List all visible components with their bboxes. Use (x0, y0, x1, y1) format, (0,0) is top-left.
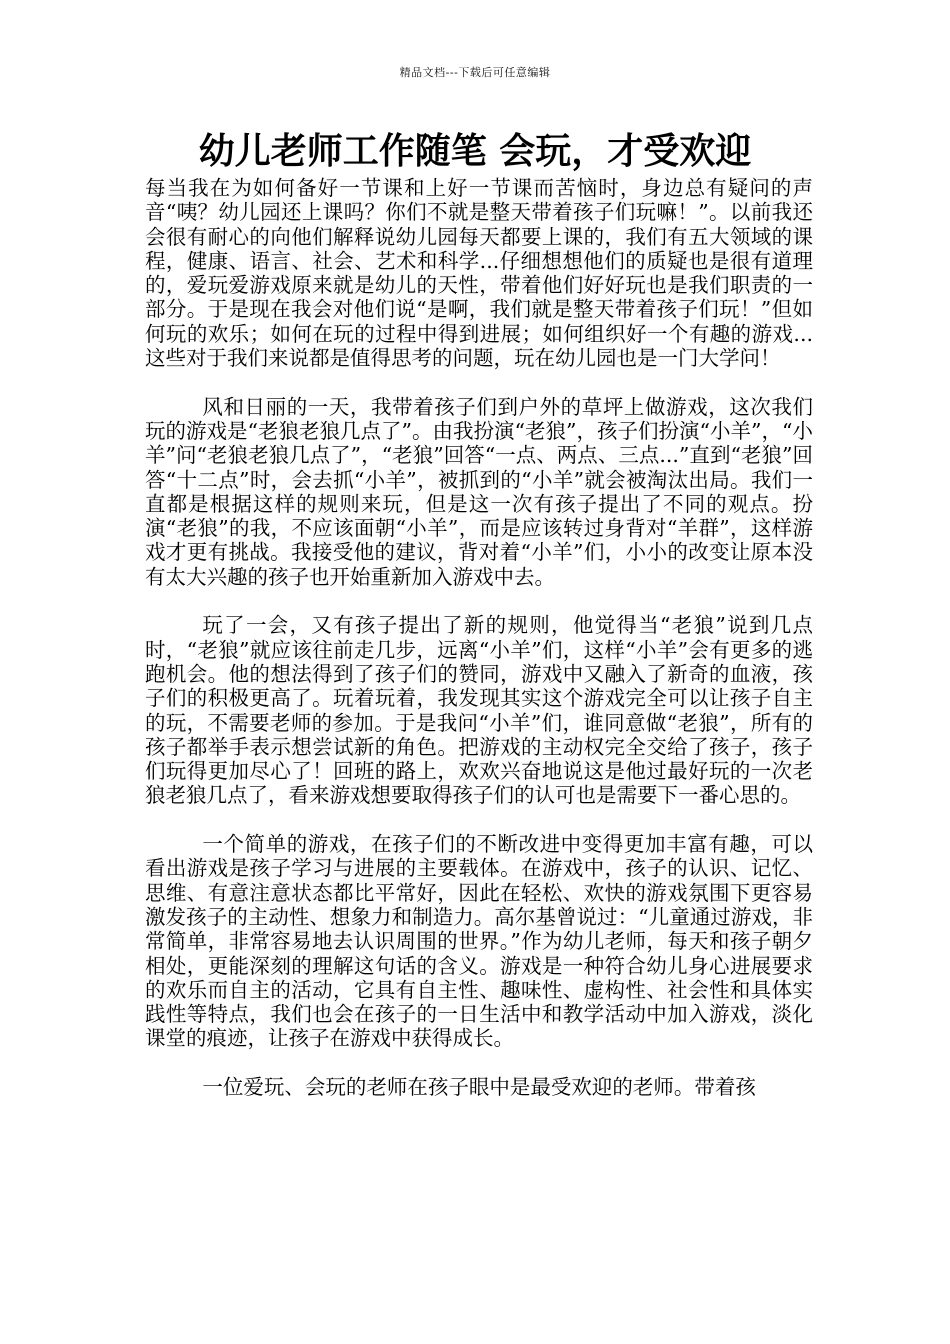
paragraph-spacer (145, 1051, 813, 1075)
paragraph-intro: 每当我在为如何备好一节课和上好一节课而苦恼时，身边总有疑问的声音“咦？幼儿园还上课吗？你们不就是整天带着孩子们玩嘛！”。以前我还会很有耐心的向他们解释说幼儿园每天都要上课的，我们有五大领域的课程，健康、语言、社会、艺术和科学...仔细想想他们的质疑也是很有道理的，爱玩爱游戏原来就是幼儿的天性，带着他们好好玩也是我们职责的一部分。于是现在我会对他们说“是啊，我们就是整天带着孩子们玩！”但如何玩的欢乐；如何在玩的过程中得到进展；如何组织好一个有趣的游戏...这些对于我们来说都是值得思考的问题，玩在幼儿园也是一门大学问！ (145, 176, 813, 371)
article-body (145, 176, 813, 1099)
paragraph-spacer (145, 370, 813, 394)
paragraph-new-rules: 玩了一会，又有孩子提出了新的规则，他觉得当“老狼”说到几点时，“老狼”就应该往前走几步，远离“小羊”们，这样“小羊”会有更多的逃跑机会。他的想法得到了孩子们的赞同，游戏中又融入了新奇的血液，孩子们的积极更高了。玩着玩着，我发现其实这个游戏完全可以让孩子自主的玩，不需要老师的参加。于是我问“小羊”们，谁同意做“老狼”，所有的孩子都举手表示想尝试新的角色。把游戏的主动权完全交给了孩子，孩子们玩得更加尽心了！回班的路上，欢欢兴奋地说这是他过最好玩的一次老狼老狼几点了，看来游戏想要取得孩子们的认可也是需要下一番心思的。 (145, 613, 813, 808)
paragraph-conclusion: 一位爱玩、会玩的老师在孩子眼中是最受欢迎的老师。带着孩 (202, 1074, 756, 1099)
header-note: 精品文档---下载后可任意编辑 (399, 66, 551, 79)
paragraph-game-story: 风和日丽的一天，我带着孩子们到户外的草坪上做游戏，这次我们玩的游戏是“老狼老狼几点了”。由我扮演“老狼”，孩子们扮演“小羊”，“小羊”问“老狼老狼几点了”，“老狼”回答“一点、两点、三点...”直到“老狼”回答“十二点”时，会去抓“小羊”，被抓到的“小羊”就会被淘汰出局。我们一直都是根据这样的规则来玩，但是这一次有孩子提出了不同的观点。扮演“老狼”的我，不应该面朝“小羊”，而是应该转过身背对“羊群”，这样游戏才更有挑战。我接受他的建议，背对着“小羊”们，小小的改变让原本没有太大兴趣的孩子也开始重新加入游戏中去。 (145, 394, 813, 589)
paragraph-reflection: 一个简单的游戏，在孩子们的不断改进中变得更加丰富有趣，可以看出游戏是孩子学习与进展的主要载体。在游戏中，孩子的认识、记忆、思维、有意注意状态都比平常好，因此在轻松、欢快的游戏氛围下更容易激发孩子的主动性、想象力和制造力。高尔基曾说过：“儿童通过游戏，非常简单，非常容易地去认识周围的世界。”作为幼儿老师，每天和孩子朝夕相处，更能深刻的理解这句话的含义。游戏是一种符合幼儿身心进展要求的欢乐而自主的活动，它具有自主性、趣味性、虚构性、社会性和具体实践性等特点，我们也会在孩子的一日生活中和教学活动中加入游戏，淡化课堂的痕迹，让孩子在游戏中获得成长。 (145, 832, 813, 1051)
page-title: 幼儿老师工作随笔 会玩，才受欢迎 (198, 130, 752, 172)
paragraph-spacer (145, 589, 813, 613)
paragraph-spacer (145, 808, 813, 832)
